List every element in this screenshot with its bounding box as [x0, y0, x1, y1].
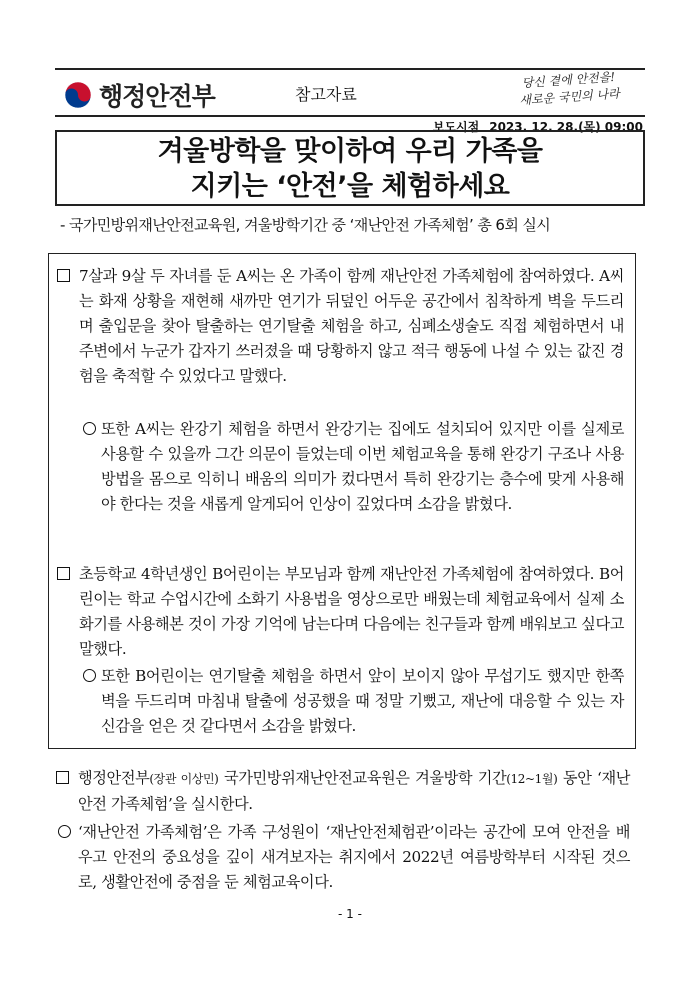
square-bullet-icon — [57, 264, 70, 289]
doc-type-label: 참고자료 — [295, 85, 357, 104]
summary-paragraph-1: 7살과 9살 두 자녀를 둔 A씨는 온 가족이 함께 재난안전 가족체험에 참여하였다. A씨는 화재 상황을 재현해 새까만 연기가 뒤덮인 어두운 공간에서 침착하게 벽을 두드리며 출입문을 찾아 탈출하는 연기탈출 체험을 하고, 심폐소생술도 직접 체험하면서 내 주변에서 누군가 갑자기 쓰러졌을 때 당황하지 않고 적극 행동에 나설 수 있는 값진 경험을 축적할 수 있었다고 말했다. — [79, 264, 624, 389]
body-paragraph-2: ‘재난안전 가족체험’은 가족 구성원이 ‘재난안전체험관’이라는 공간에 모여 안전을 배우고 안전의 중요성을 깊이 새겨보자는 취지에서 2022년 여름방학부터 시작된 것으로, 생활안전에 중점을 둔 체험교육이다. — [78, 820, 630, 895]
release-label: 보도시점 — [432, 120, 480, 134]
taegeuk-icon — [63, 80, 93, 110]
subtitle: - 국가민방위재난안전교육원, 겨울방학기간 중 ‘재난안전 가족체험’ 총 6회 실시 — [60, 216, 551, 234]
title-line-2: 지키는 ‘안전’을 체험하세요 — [190, 171, 510, 202]
circle-bullet-icon — [83, 664, 96, 689]
title-line-1: 겨울방학을 맞이하여 우리 가족을 — [157, 136, 543, 167]
page-number: - 1 - — [338, 907, 362, 921]
summary-paragraph-2: 또한 A씨는 완강기 체험을 하면서 완강기는 집에도 설치되어 있지만 이를 실제로 사용할 수 있을까 그간 의문이 들었는데 이번 체험교육을 통해 완강기 구조나 사용 방법을 몸으로 익히니 배움의 의미가 컸다면서 특히 완강기는 층수에 맞게 사용해야 한다는 것을 새롭게 알게되어 인상이 깊었다며 소감을 밝혔다. — [101, 417, 624, 517]
square-bullet-icon — [56, 766, 69, 791]
summary-box — [48, 253, 636, 749]
summary-paragraph-3: 초등학교 4학년생인 B어린이는 부모님과 함께 재난안전 가족체험에 참여하였다. B어린이는 학교 수업시간에 소화기 사용법을 영상으로만 배웠는데 체험교육에서 실제 소화기를 사용해본 것이 가장 기억에 남는다며 다음에는 친구들과 함께 배워보고 싶다고 말했다. — [79, 562, 624, 662]
document-header — [55, 68, 645, 117]
circle-bullet-icon — [58, 820, 71, 845]
slogan-line-1: 당신 곁에 안전을! — [521, 69, 616, 91]
slogan — [498, 67, 640, 111]
circle-bullet-icon — [83, 417, 96, 442]
summary-paragraph-4: 또한 B어린이는 연기탈출 체험을 하면서 앞이 보이지 않아 무섭기도 했지만 한쪽 벽을 두드리며 마침내 탈출에 성공했을 때 정말 기뻤고, 재난에 대응할 수 있는 자신감을 얻은 것 같다면서 소감을 밝혔다. — [101, 664, 624, 739]
square-bullet-icon — [57, 562, 70, 587]
release-date: 2023. 12. 28.(목) 09:00 — [489, 120, 643, 134]
ministry-name: 행정안전부 — [99, 82, 215, 111]
ministry-logo — [63, 77, 215, 113]
slogan-line-2: 새로운 국민의 나라 — [519, 86, 621, 108]
body-paragraph-1: 행정안전부(장관 이상민) 국가민방위재난안전교육원은 겨울방학 기간(12~1월) 동안 ‘재난안전 가족체험’을 실시한다. — [78, 766, 630, 817]
title-box — [55, 130, 645, 206]
